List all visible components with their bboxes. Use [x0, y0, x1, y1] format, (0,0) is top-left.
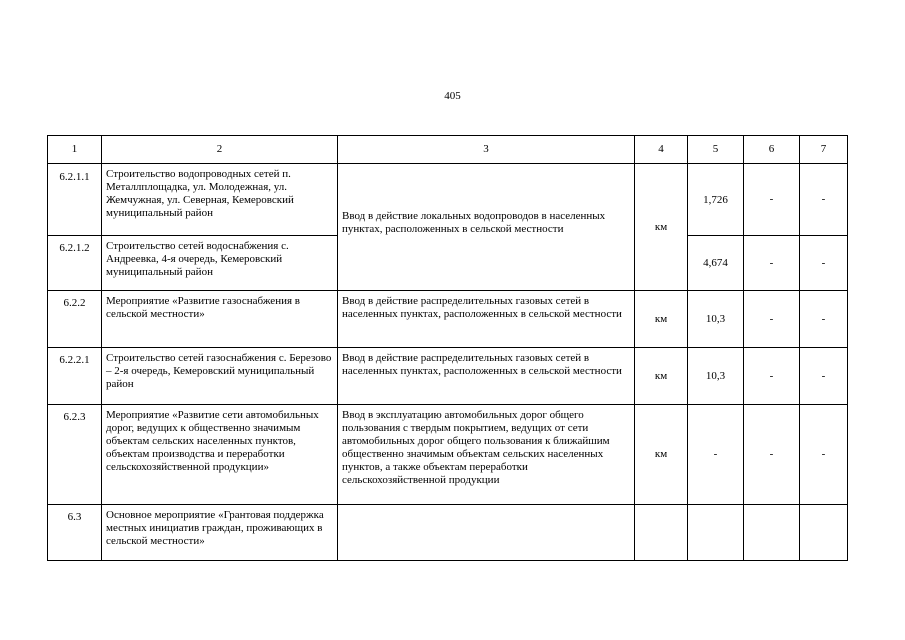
- row-indicator: Ввод в действие локальных водопроводов в населенных пунктах, расположенных в сельской местности: [338, 164, 635, 291]
- row-value-7: -: [800, 348, 848, 405]
- row-indicator: Ввод в эксплуатацию автомобильных дорог общего пользования с твердым покрытием, ведущих от сети автомобильных дорог общего пользования к ближайшим общественно значимым объектам сельских населенных пунктов, а также объектам переработки сельскохозяйственной продукции: [338, 405, 635, 505]
- row-name: Мероприятие «Развитие газоснабжения в сельской местности»: [102, 291, 338, 348]
- row-value-7: [800, 505, 848, 561]
- row-value-7: -: [800, 291, 848, 348]
- header-cell: 1: [48, 136, 102, 164]
- row-name: Строительство сетей газоснабжения с. Березово – 2-я очередь, Кемеровский муниципальный район: [102, 348, 338, 405]
- row-name: Мероприятие «Развитие сети автомобильных дорог, ведущих к общественно значимым объектам сельских населенных пунктов, объектам производства и переработки сельскохозяйственной продукции»: [102, 405, 338, 505]
- header-cell: 5: [688, 136, 744, 164]
- row-value-6: -: [744, 291, 800, 348]
- row-code: 6.2.2: [48, 291, 102, 348]
- row-name: Строительство водопроводных сетей п. Металлплощадка, ул. Молодежная, ул. Жемчужная, ул. Северная, Кемеровский муниципальный район: [102, 164, 338, 236]
- row-value-6: -: [744, 164, 800, 236]
- table-row: [48, 405, 848, 505]
- row-code: 6.2.1.1: [48, 164, 102, 236]
- row-unit: км: [635, 164, 688, 291]
- row-value-6: -: [744, 405, 800, 505]
- row-code: 6.2.1.2: [48, 236, 102, 291]
- row-unit: [635, 505, 688, 561]
- header-cell: 4: [635, 136, 688, 164]
- row-indicator: [338, 505, 635, 561]
- row-value-5: 1,726: [688, 164, 744, 236]
- row-unit: км: [635, 405, 688, 505]
- table-row: [48, 291, 848, 348]
- row-value-5: 10,3: [688, 348, 744, 405]
- row-value-6: -: [744, 348, 800, 405]
- row-code: 6.3: [48, 505, 102, 561]
- row-name: Основное мероприятие «Грантовая поддержка местных инициатив граждан, проживающих в сельской местности»: [102, 505, 338, 561]
- header-cell: 2: [102, 136, 338, 164]
- header-cell: 6: [744, 136, 800, 164]
- row-value-5: 10,3: [688, 291, 744, 348]
- table-row: [48, 348, 848, 405]
- row-value-7: -: [800, 164, 848, 236]
- row-unit: км: [635, 291, 688, 348]
- table-row: [48, 164, 848, 236]
- row-value-5: [688, 505, 744, 561]
- header-row: [48, 136, 848, 164]
- header-cell: 7: [800, 136, 848, 164]
- row-name: Строительство сетей водоснабжения с. Андреевка, 4-я очередь, Кемеровский муниципальный район: [102, 236, 338, 291]
- program-table: [47, 135, 848, 561]
- row-code: 6.2.3: [48, 405, 102, 505]
- row-value-5: 4,674: [688, 236, 744, 291]
- row-code: 6.2.2.1: [48, 348, 102, 405]
- row-indicator: Ввод в действие распределительных газовых сетей в населенных пунктах, расположенных в сельской местности: [338, 291, 635, 348]
- row-value-6: -: [744, 236, 800, 291]
- page-number: 405: [444, 90, 461, 102]
- table-row: [48, 505, 848, 561]
- row-value-6: [744, 505, 800, 561]
- row-value-5: -: [688, 405, 744, 505]
- row-value-7: -: [800, 236, 848, 291]
- row-indicator: Ввод в действие распределительных газовых сетей в населенных пунктах, расположенных в сельской местности: [338, 348, 635, 405]
- header-cell: 3: [338, 136, 635, 164]
- row-value-7: -: [800, 405, 848, 505]
- row-unit: км: [635, 348, 688, 405]
